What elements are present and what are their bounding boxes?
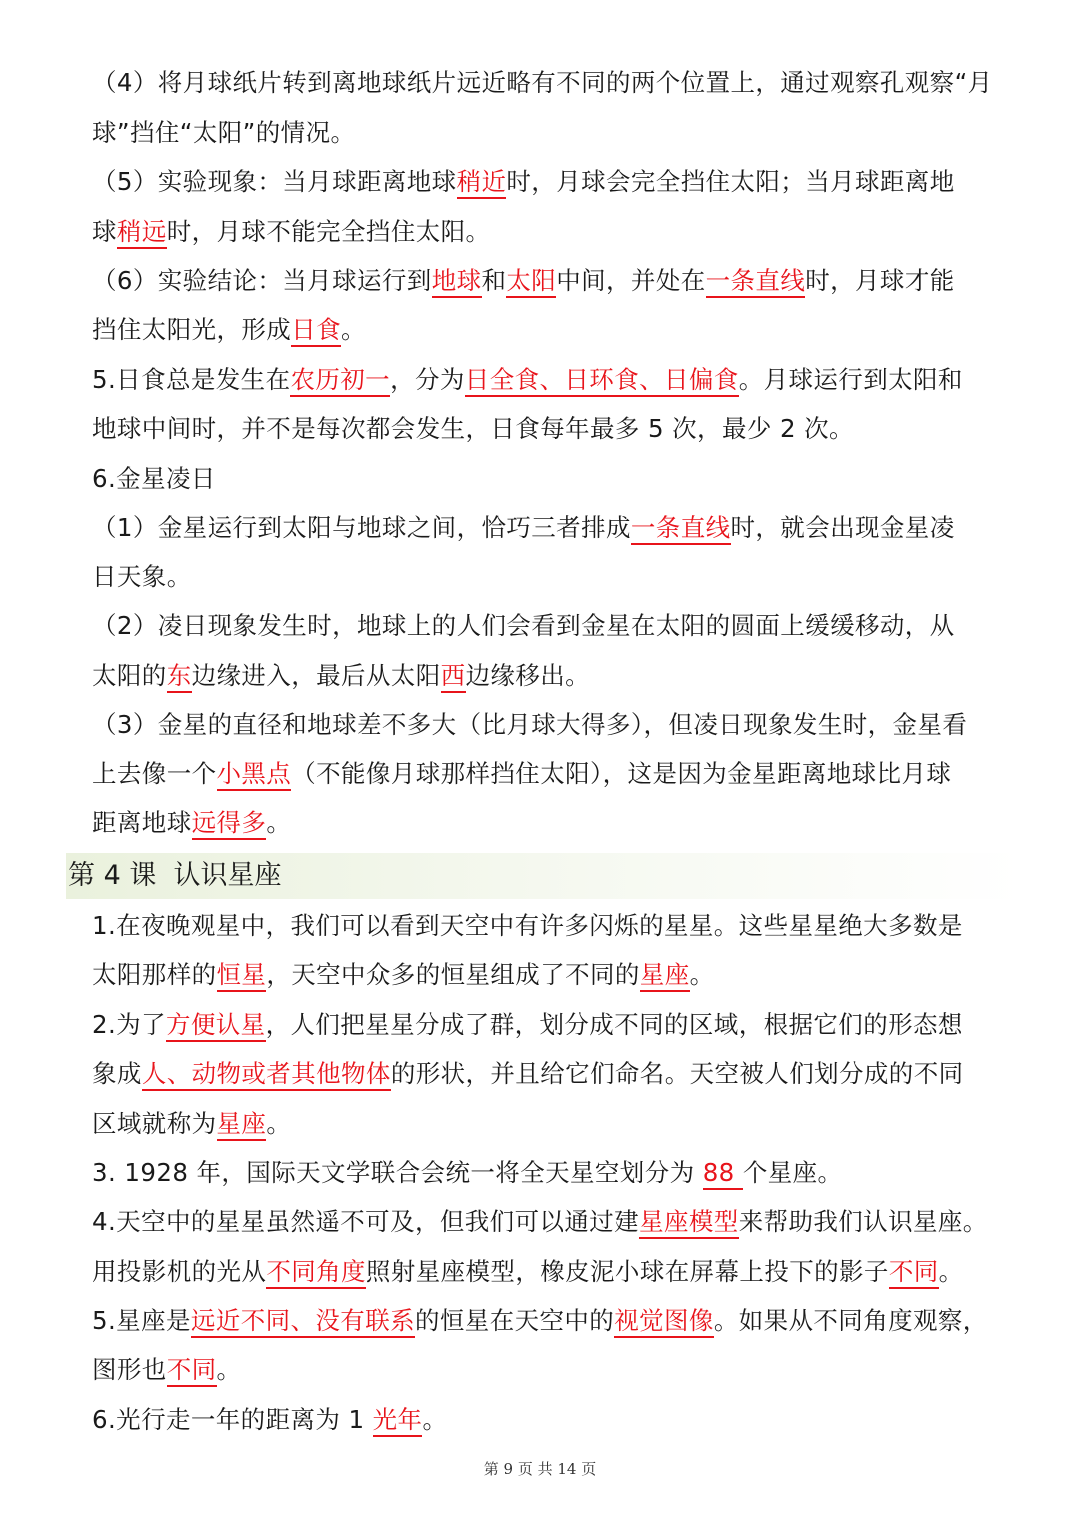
text-segment: 球”挡住“太阳”的情况。 (92, 118, 356, 147)
text-segment: （3）金星的直径和地球差不多大（比月球大得多），但凌日现象发生时，金星看 (92, 710, 968, 739)
text-segment: 用投影机的光从 (92, 1257, 267, 1286)
text-line (92, 360, 1017, 400)
answer-underlined: 稍近 (457, 167, 507, 199)
answer-underlined: 东 (167, 661, 192, 693)
answer-underlined: 地球 (432, 266, 482, 298)
answer-underlined: 日全食、日环食、日偏食 (465, 365, 739, 397)
text-segment: 的形状，并且给它们命名。天空被人们划分成的不同 (390, 1059, 964, 1088)
text-line (92, 63, 1017, 103)
answer-underlined: 不同角度 (266, 1257, 366, 1289)
answer-underlined: 农历初一 (290, 365, 390, 397)
text-line (92, 459, 1017, 499)
text-segment: 中间，并处在 (556, 266, 706, 295)
text-segment: 3. 1928 年，国际天文学联合会统一将全天星空划分为 (92, 1158, 703, 1187)
text-line (92, 310, 1017, 350)
text-line (92, 409, 1017, 449)
text-segment: 6.金星凌日 (92, 464, 216, 493)
answer-underlined: 方便认星 (166, 1010, 266, 1042)
text-line (92, 1005, 1017, 1045)
text-line (92, 212, 1017, 252)
text-segment: 象成 (92, 1059, 142, 1088)
text-segment: 球 (92, 217, 117, 246)
text-line (92, 508, 1017, 548)
answer-underlined: 光年 (373, 1405, 423, 1437)
lesson-heading: 第 4 课 认识星座 (68, 860, 282, 891)
text-segment: （不能像月球那样挡住太阳），这是因为金星距离地球比月球 (291, 759, 952, 788)
text-segment: 5.日食总是发生在 (92, 365, 291, 394)
answer-underlined: 星座模型 (639, 1207, 739, 1239)
text-segment: （4）将月球纸片转到离地球纸片远近略有不同的两个位置上，通过观察孔观察“月 (92, 68, 993, 97)
text-segment: 日天象。 (92, 562, 192, 591)
answer-underlined: 恒星 (217, 960, 267, 992)
text-segment: 太阳的 (92, 661, 167, 690)
text-segment: 时，月球才能 (805, 266, 955, 295)
text-line (92, 1153, 1017, 1193)
text-segment: 时，月球不能完全挡住太阳。 (166, 217, 491, 246)
answer-underlined: 远近不同、没有联系 (191, 1306, 415, 1338)
text-segment: 图形也 (92, 1355, 167, 1384)
text-segment: （5）实验现象：当月球距离地球 (92, 167, 457, 196)
answer-underlined: 小黑点 (217, 759, 292, 791)
text-line (92, 955, 1017, 995)
page-footer: 第 9 页 共 14 页 (483, 1460, 597, 1478)
text-line (92, 1350, 1017, 1390)
text-segment: 地球中间时，并不是每次都会发生，日食每年最多 5 次，最少 2 次。 (92, 414, 854, 443)
answer-underlined: 日食 (291, 315, 341, 347)
answer-underlined: 人、动物或者其他物体 (142, 1059, 391, 1091)
text-segment: （2）凌日现象发生时，地球上的人们会看到金星在太阳的圆面上缓缓移动，从 (92, 611, 955, 640)
text-segment: 和 (481, 266, 507, 295)
text-segment: 。 (689, 960, 715, 989)
text-segment: 。 (938, 1257, 964, 1286)
text-line (92, 261, 1017, 301)
text-line (92, 1252, 1017, 1292)
text-segment: ，天空中众多的恒星组成了不同的 (266, 960, 640, 989)
answer-underlined: 星座 (640, 960, 690, 992)
text-line (92, 906, 1017, 946)
text-segment: ，分为 (390, 365, 465, 394)
text-segment: 。月球运行到太阳和 (738, 365, 963, 394)
text-segment: 。 (341, 315, 366, 344)
answer-underlined: 视觉图像 (614, 1306, 714, 1338)
text-segment: 。 (216, 1355, 242, 1384)
answer-underlined: 星座 (217, 1109, 267, 1141)
text-segment: 时，就会出现金星凌 (730, 513, 955, 542)
text-segment: 边缘移出。 (465, 661, 591, 690)
text-line (92, 1202, 1017, 1242)
text-segment: 5.星座是 (92, 1306, 191, 1335)
text-line (92, 1400, 1017, 1440)
answer-underlined: 稍远 (117, 217, 167, 249)
text-segment: 区域就称为 (92, 1109, 217, 1138)
answer-underlined: 太阳 (506, 266, 556, 298)
text-segment: 。 (422, 1405, 448, 1434)
answer-underlined: 西 (441, 661, 466, 693)
answer-underlined: 一条直线 (706, 266, 806, 298)
text-segment: 照射星座模型，橡皮泥小球在屏幕上投下的影子 (365, 1257, 889, 1286)
text-line (92, 803, 1017, 843)
text-segment: 4.天空中的星星虽然遥不可及，但我们可以通过建 (92, 1207, 640, 1236)
text-segment: 边缘进入，最后从太阳 (191, 661, 441, 690)
text-segment: 时，月球会完全挡住太阳；当月球距离地 (506, 167, 955, 196)
text-segment: 2.为了 (92, 1010, 166, 1039)
text-segment: 。 (266, 808, 292, 837)
answer-underlined: 远得多 (192, 808, 267, 840)
text-line (92, 754, 1017, 794)
answer-underlined: 不同 (889, 1257, 939, 1289)
text-segment: 距离地球 (92, 808, 192, 837)
text-segment: 上去像一个 (92, 759, 217, 788)
text-segment: 来帮助我们认识星座。 (738, 1207, 988, 1236)
answer-underlined: 不同 (167, 1355, 217, 1387)
text-segment: 。 (266, 1109, 292, 1138)
text-segment: 个星座。 (742, 1158, 843, 1187)
answer-underlined: 一条直线 (631, 513, 731, 545)
text-segment: 的恒星在天空中的 (415, 1306, 615, 1335)
text-line (92, 1301, 1017, 1341)
text-segment: 6.光行走一年的距离为 1 (92, 1405, 373, 1434)
text-line (92, 656, 1017, 696)
text-line (92, 557, 1017, 597)
text-segment: 1.在夜晚观星中，我们可以看到天空中有许多闪烁的星星。这些星星绝大多数是 (92, 911, 963, 940)
text-line (92, 1104, 1017, 1144)
text-segment: （6）实验结论：当月球运行到 (92, 266, 432, 295)
text-segment: ，人们把星星分成了群，划分成不同的区域，根据它们的形态想 (265, 1010, 963, 1039)
text-line (92, 113, 1017, 153)
text-line (92, 1054, 1017, 1094)
text-line (92, 162, 1017, 202)
text-segment: 太阳那样的 (92, 960, 217, 989)
text-segment: （1）金星运行到太阳与地球之间，恰巧三者排成 (92, 513, 631, 542)
text-line (92, 705, 1017, 745)
text-line (92, 606, 1017, 646)
text-segment: 挡住太阳光，形成 (92, 315, 292, 344)
answer-underlined: 88 (703, 1158, 743, 1190)
text-segment: 。如果从不同角度观察， (713, 1306, 988, 1335)
